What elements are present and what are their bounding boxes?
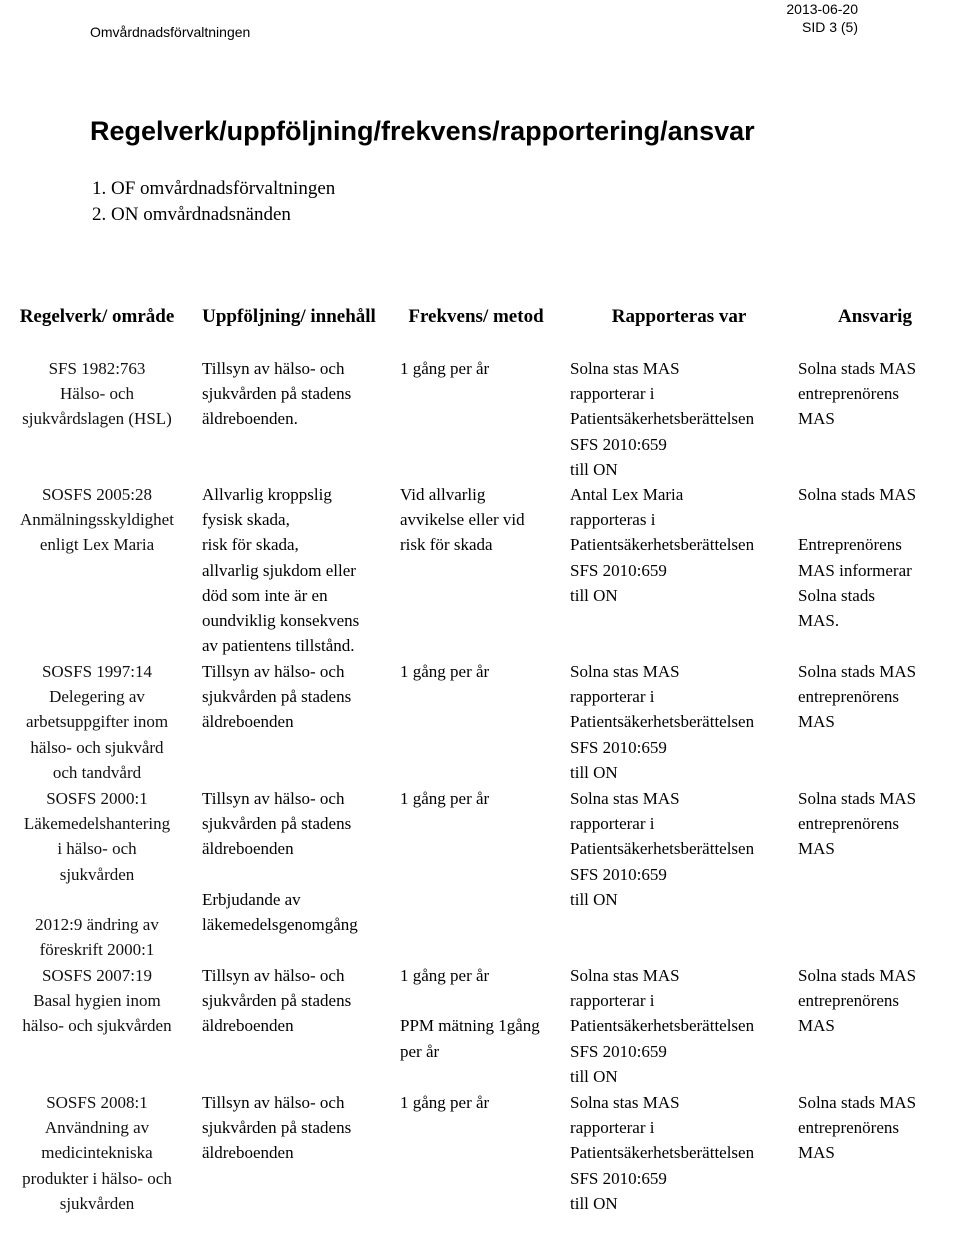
cell-line: SFS 2010:659: [570, 434, 667, 454]
cell-line: MAS: [798, 712, 835, 732]
table-row: [4, 659, 956, 786]
cell-line: Solna stads MAS: [798, 789, 917, 809]
ansvarig-cell: [794, 1090, 956, 1240]
cell-line: av patientens tillstånd.: [202, 636, 355, 656]
cell-line: PPM mätning 1gång: [400, 1016, 540, 1036]
table-row: [4, 786, 956, 963]
cell-line: SFS 2010:659: [570, 1041, 667, 1061]
cell-line: Solna stads MAS: [798, 662, 917, 682]
cell-line: Solna stas MAS: [570, 1093, 680, 1113]
cell-line: MAS: [798, 1143, 835, 1163]
cell-line: Solna stads MAS: [798, 359, 917, 378]
page-title: Regelverk/uppföljning/frekvens/rapportering/ansvar: [90, 116, 755, 146]
cell-line: rapporterar i: [570, 814, 655, 834]
cell-line: Solna stas MAS: [570, 789, 680, 809]
cell-line: [798, 507, 956, 532]
ansvarig-cell: [794, 963, 956, 1090]
cell-line: sjukvården på stadens: [202, 991, 352, 1011]
rapporteras-cell: [564, 356, 794, 482]
column-header-regelverk: Regelverk/ område: [19, 306, 175, 327]
cell-line: SOSFS 2007:19: [41, 966, 153, 986]
cell-line: Basal hygien inom: [33, 991, 161, 1011]
header-date: 2013-06-20: [786, 1, 858, 17]
cell-line: Vid allvarlig: [400, 485, 486, 505]
frekvens-cell: [388, 659, 564, 786]
table-header-row: [4, 304, 956, 356]
regulation-table: [4, 304, 956, 1240]
abbreviation-list: [92, 176, 335, 228]
frekvens-cell: [388, 963, 564, 1090]
regelverk-cell: [4, 1090, 190, 1240]
cell-line: äldreboenden: [202, 1143, 294, 1163]
cell-line: 1 gång per år: [400, 662, 490, 682]
cell-line: MAS informerar: [798, 560, 912, 580]
cell-line: till ON: [570, 585, 618, 605]
cell-line: rapporterar i: [570, 1118, 655, 1138]
ansvarig-cell: [794, 659, 956, 786]
cell-line: MAS: [798, 1016, 835, 1036]
cell-line: avvikelse eller vid: [400, 510, 525, 530]
cell-line: till ON: [570, 459, 618, 479]
cell-line: SFS 2010:659: [570, 864, 667, 884]
cell-line: [400, 988, 564, 1013]
cell-line: risk för skada,: [202, 535, 299, 555]
regelverk-cell: [4, 963, 190, 1090]
cell-line: [4, 887, 190, 912]
cell-line: till ON: [570, 1193, 618, 1213]
table-row: [4, 963, 956, 1090]
column-header-ansvarig: Ansvarig: [838, 306, 912, 327]
cell-line: entreprenörens: [798, 687, 900, 707]
header-organization: Omvårdnadsförvaltningen: [90, 24, 251, 40]
cell-line: entreprenörens: [798, 814, 900, 834]
cell-line: rapporterar i: [570, 991, 655, 1011]
cell-line: Entreprenörens: [798, 535, 902, 555]
cell-line: till ON: [570, 762, 618, 782]
cell-line: och tandvård: [52, 762, 142, 782]
cell-line: SFS 2010:659: [570, 560, 667, 580]
cell-line: rapporterar i: [570, 384, 655, 404]
abbreviation-item: 1. OF omvårdnadsförvaltningen: [92, 178, 336, 199]
cell-line: sjukvården på stadens: [202, 814, 352, 834]
cell-line: Solna stas MAS: [570, 662, 680, 682]
rapporteras-cell: [564, 659, 794, 786]
regelverk-cell: [4, 659, 190, 786]
ansvarig-cell: [794, 482, 956, 659]
header-page-number: SID 3 (5): [801, 19, 858, 35]
cell-line: Tillsyn av hälso- och: [202, 359, 345, 378]
cell-line: 1 gång per år: [400, 359, 490, 378]
rapporteras-cell: [564, 482, 794, 659]
table-row: [4, 1090, 956, 1240]
cell-line: Tillsyn av hälso- och: [202, 1093, 345, 1113]
cell-line: 1 gång per år: [400, 966, 490, 986]
cell-line: Tillsyn av hälso- och: [202, 662, 345, 682]
cell-line: Solna stads MAS: [798, 966, 917, 986]
cell-line: Patientsäkerhetsberättelsen: [570, 712, 755, 732]
uppfoljning-cell: [190, 659, 388, 786]
cell-line: sjukvården: [59, 864, 135, 884]
cell-line: SFS 2010:659: [570, 1168, 667, 1188]
cell-line: MAS: [798, 409, 835, 429]
cell-line: MAS.: [798, 611, 840, 631]
cell-line: SOSFS 2008:1: [46, 1093, 148, 1113]
cell-line: entreprenörens: [798, 384, 900, 404]
cell-line: oundviklig konsekvens: [202, 611, 360, 631]
cell-line: till ON: [570, 889, 618, 909]
cell-line: till ON: [570, 1066, 618, 1086]
cell-line: enligt Lex Maria: [39, 535, 155, 555]
rapporteras-cell: [564, 786, 794, 963]
cell-line: Läkemedelshantering: [23, 814, 171, 834]
cell-line: allvarlig sjukdom eller: [202, 560, 356, 580]
cell-line: Patientsäkerhetsberättelsen: [570, 1143, 755, 1163]
column-header-uppfoljning: Uppföljning/ innehåll: [202, 306, 376, 327]
cell-line: Allvarlig kroppslig: [202, 485, 332, 505]
frekvens-cell: [388, 356, 564, 482]
header-meta: [786, 0, 858, 36]
cell-line: rapporterar i: [570, 687, 655, 707]
cell-line: arbetsuppgifter inom: [25, 712, 169, 732]
uppfoljning-cell: [190, 482, 388, 659]
column-header-frekvens: Frekvens/ metod: [408, 306, 544, 327]
cell-line: äldreboenden: [202, 1016, 294, 1036]
cell-line: Patientsäkerhetsberättelsen: [570, 409, 755, 429]
cell-line: SOSFS 2000:1: [46, 789, 148, 809]
table-row: [4, 482, 956, 659]
frekvens-cell: [388, 1090, 564, 1240]
cell-line: per år: [400, 1041, 440, 1061]
cell-line: Hälso- och: [59, 384, 135, 404]
cell-line: SFS 2010:659: [570, 737, 667, 757]
cell-line: i hälso- och: [57, 839, 137, 859]
cell-line: död som inte är en: [202, 585, 328, 605]
cell-line: 2012:9 ändring av: [35, 915, 159, 935]
cell-line: medicintekniska: [41, 1143, 153, 1163]
cell-line: Patientsäkerhetsberättelsen: [570, 535, 755, 555]
cell-line: Solna stads MAS: [798, 1093, 917, 1113]
cell-line: äldreboenden.: [202, 409, 298, 429]
rapporteras-cell: [564, 1090, 794, 1240]
column-header-rapporteras: Rapporteras var: [611, 306, 747, 327]
cell-line: fysisk skada,: [202, 510, 290, 530]
abbreviation-item: 2. ON omvårdnadsnänden: [92, 204, 291, 225]
cell-line: Solna stads: [798, 585, 875, 605]
cell-line: risk för skada: [400, 535, 493, 555]
cell-line: entreprenörens: [798, 991, 900, 1011]
cell-line: föreskrift 2000:1: [39, 940, 155, 960]
cell-line: 1 gång per år: [400, 789, 490, 809]
rapporteras-cell: [564, 963, 794, 1090]
uppfoljning-cell: [190, 356, 388, 482]
cell-line: rapporteras i: [570, 510, 656, 530]
cell-line: produkter i hälso- och: [22, 1168, 172, 1188]
cell-line: [202, 862, 388, 887]
cell-line: Solna stas MAS: [570, 359, 680, 378]
regelverk-cell: [4, 356, 190, 482]
uppfoljning-cell: [190, 963, 388, 1090]
cell-line: SFS 1982:763: [48, 359, 146, 378]
cell-line: sjukvården på stadens: [202, 1118, 352, 1138]
cell-line: hälso- och sjukvården: [22, 1016, 172, 1036]
cell-line: MAS: [798, 839, 835, 859]
cell-line: Patientsäkerhetsberättelsen: [570, 1016, 755, 1036]
frekvens-cell: [388, 482, 564, 659]
cell-line: Antal Lex Maria: [570, 485, 684, 505]
cell-line: Anmälningsskyldighet: [20, 510, 174, 530]
cell-line: SOSFS 1997:14: [41, 662, 153, 682]
cell-line: Tillsyn av hälso- och: [202, 789, 345, 809]
cell-line: Patientsäkerhetsberättelsen: [570, 839, 755, 859]
frekvens-cell: [388, 786, 564, 963]
ansvarig-cell: [794, 786, 956, 963]
cell-line: äldreboenden: [202, 712, 294, 732]
uppfoljning-cell: [190, 1090, 388, 1240]
cell-line: Tillsyn av hälso- och: [202, 966, 345, 986]
uppfoljning-cell: [190, 786, 388, 963]
table-row: [4, 356, 956, 482]
cell-line: sjukvården på stadens: [202, 687, 352, 707]
regelverk-cell: [4, 786, 190, 963]
ansvarig-cell: [794, 356, 956, 482]
cell-line: Solna stas MAS: [570, 966, 680, 986]
cell-line: Delegering av: [49, 687, 145, 707]
cell-line: Erbjudande av: [202, 889, 301, 909]
cell-line: 1 gång per år: [400, 1093, 490, 1113]
cell-line: Solna stads MAS: [798, 485, 917, 505]
cell-line: Användning av: [44, 1118, 150, 1138]
regelverk-cell: [4, 482, 190, 659]
cell-line: SOSFS 2005:28: [41, 485, 153, 505]
cell-line: sjukvården på stadens: [202, 384, 352, 404]
cell-line: entreprenörens: [798, 1118, 900, 1138]
cell-line: sjukvården: [59, 1193, 135, 1213]
cell-line: sjukvårdslagen (HSL): [22, 409, 172, 429]
cell-line: hälso- och sjukvård: [30, 737, 164, 757]
cell-line: läkemedelsgenomgång: [202, 915, 358, 935]
cell-line: äldreboenden: [202, 839, 294, 859]
